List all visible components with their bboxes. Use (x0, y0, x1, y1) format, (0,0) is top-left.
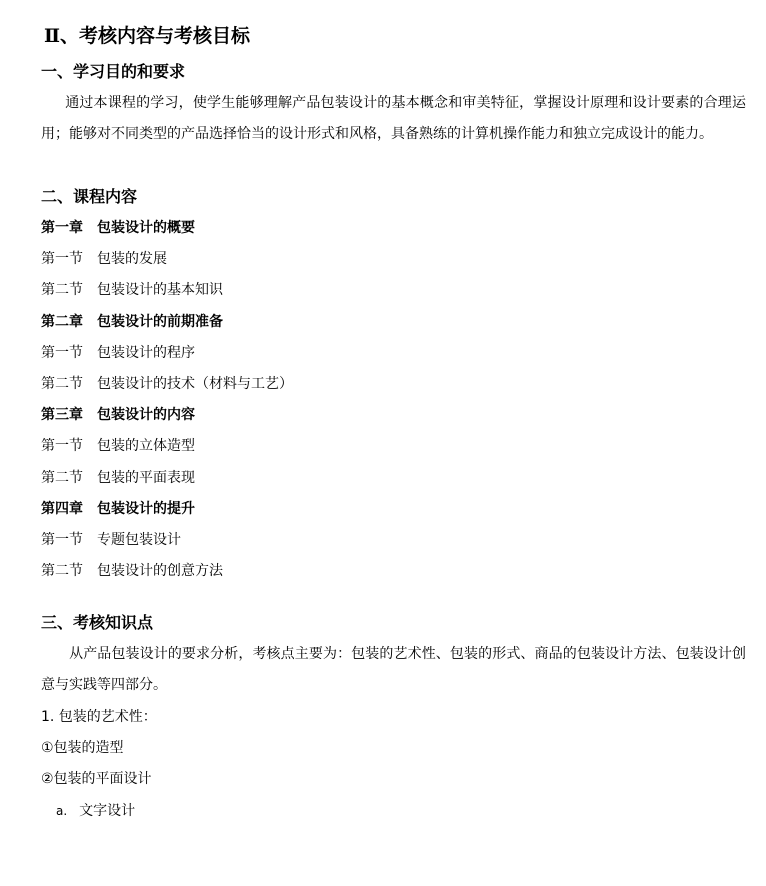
section-number: 第二节 (41, 376, 83, 392)
course-item (41, 218, 195, 238)
section-title: 包装设计的基本知识 (97, 282, 223, 299)
chapter-number: 第三章 (41, 407, 83, 424)
chapter-title: 包装设计的概要 (97, 220, 195, 236)
section-title: 包装的发展 (97, 251, 167, 268)
section-number: 第二节 (41, 563, 83, 580)
section-heading-objectives: 一、学习目的和要求 (41, 62, 186, 81)
chapter-title: 包装设计的内容 (97, 407, 195, 424)
section-title: 专题包装设计 (97, 532, 181, 548)
chapter-number: 第二章 (41, 313, 83, 330)
point-1-sub-2: ②包装的平面设计 (41, 771, 152, 787)
course-item (41, 405, 195, 425)
course-item (41, 249, 167, 269)
course-item (41, 374, 293, 394)
section-number: 第二节 (41, 469, 83, 486)
section-title: 包装设计的创意方法 (97, 563, 223, 580)
points-text: 从产品包装设计的要求分析，考核点主要为：包装的艺术性、包装的形式、商品的包装设计方法、包装设计创意与实践等四部分。 (41, 646, 746, 693)
course-item (41, 436, 195, 456)
chapter-title: 包装设计的提升 (97, 500, 195, 517)
point-1-sub-2-a (56, 801, 135, 821)
list-item-text: 文字设计 (79, 803, 136, 819)
section-number: 第一节 (41, 438, 83, 455)
course-item (41, 312, 223, 332)
chapter-number: 第一章 (41, 220, 83, 236)
chapter-number: 第四章 (41, 500, 83, 517)
course-item (41, 468, 195, 488)
course-item (41, 530, 181, 550)
section-heading-points: 三、考核知识点 (41, 613, 154, 632)
section-title: 包装设计的技术（材料与工艺） (97, 376, 293, 392)
section-number: 第二节 (41, 282, 83, 299)
list-marker: a. (56, 804, 68, 818)
document-title: Ⅱ、考核内容与考核目标 (44, 25, 251, 47)
points-paragraph (41, 639, 746, 701)
course-item (41, 343, 195, 363)
section-title: 包装的立体造型 (97, 438, 195, 455)
point-1-sub-1: ①包装的造型 (41, 740, 124, 756)
course-item (41, 499, 195, 519)
objectives-paragraph (41, 88, 746, 150)
section-title: 包装设计的程序 (97, 344, 195, 361)
objectives-text: 通过本课程的学习，使学生能够理解产品包装设计的基本概念和审美特征，掌握设计原理和设计要素的合理运用；能够对不同类型的产品选择恰当的设计形式和风格，具备熟练的计算机操作能力和独立完成设计的能力。 (41, 95, 746, 142)
section-number: 第一节 (41, 344, 83, 361)
section-number: 第一节 (41, 251, 83, 268)
point-1: 1. 包装的艺术性： (41, 709, 157, 725)
course-item (41, 561, 223, 581)
section-number: 第一节 (41, 532, 83, 548)
chapter-title: 包装设计的前期准备 (97, 313, 223, 330)
course-item (41, 280, 223, 300)
section-heading-content: 二、课程内容 (41, 187, 138, 206)
section-title: 包装的平面表现 (97, 469, 195, 486)
